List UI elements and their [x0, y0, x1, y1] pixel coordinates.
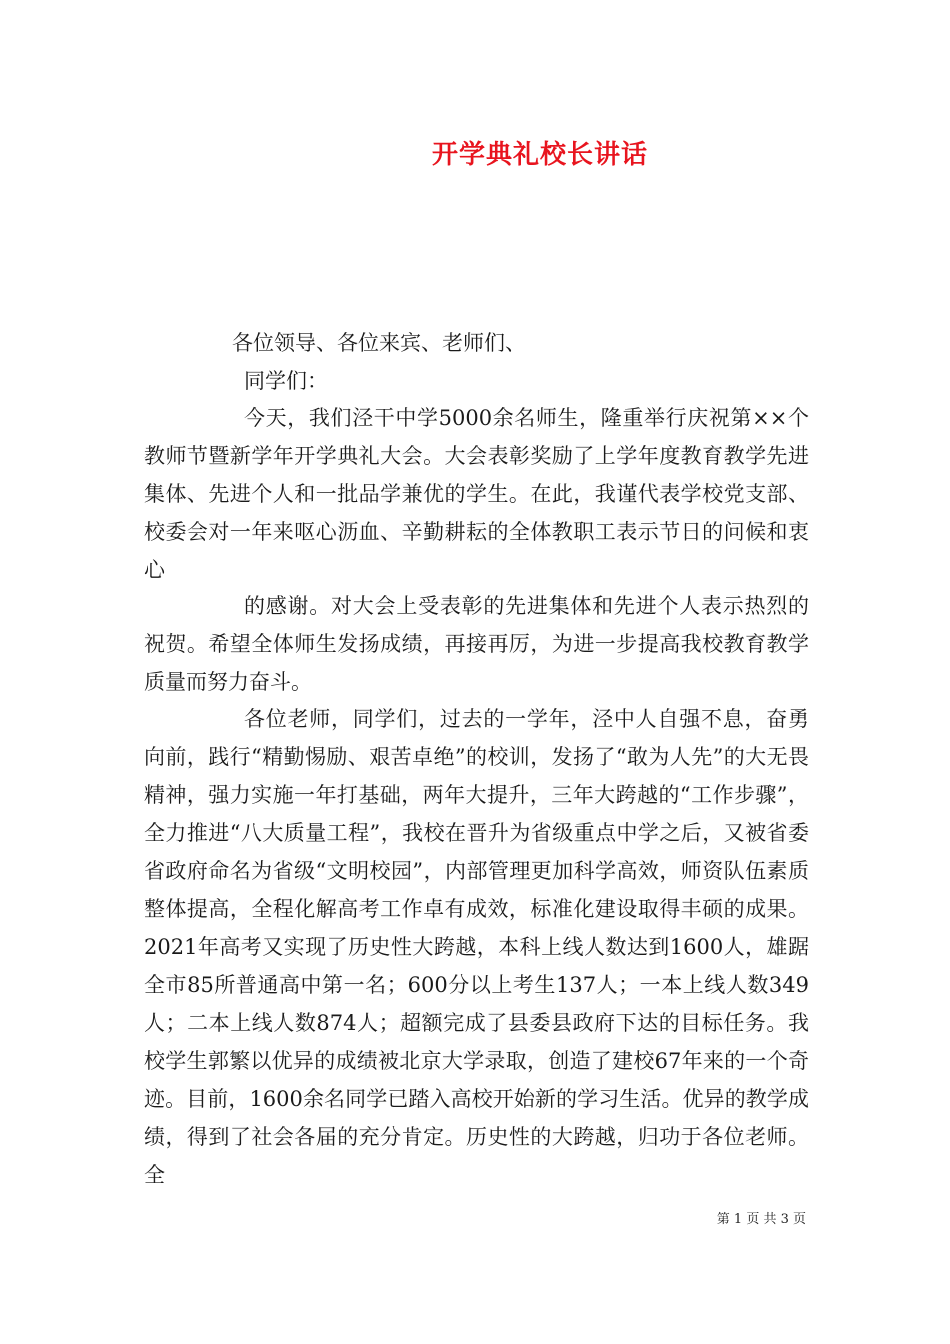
- salutation-line-2: 同学们：: [244, 369, 328, 393]
- page-number: 第 1 页 共 3 页: [716, 1212, 806, 1227]
- paragraph-3: 各位老师，同学们，过去的一学年，泾中人自强不息，奋勇向前，践行“精勤惕励、艰苦卓绝”的校训，发扬了“敢为人先”的大无畏精神，强力实施一年打基础，两年大提升，三年大跨越的“工作步骤”，全力推进“八大质量工程”，我校在晋升为省级重点中学之后，又被省委省政府命名为省级“文明校园”，内部管理更加科学高效，师资队伍素质整体提高，全程化解高考工作卓有成效，标准化建设取得丰硕的成果。2021年高考又实现了历史性大跨越，本科上线人数达到1600人，雄踞全市85所普通高中第一名；600分以上考生137人；一本上线人数349人；二本上线人数874人；超额完成了县委县政府下达的目标任务。我校学生郭繁以优异的成绩被北京大学录取，创造了建校67年来的一个奇迹。目前，1600余名同学已踏入高校开始新的学习生活。优异的教学成绩，得到了社会各届的充分肯定。历史性的大跨越，归功于各位老师。全: [144, 707, 809, 1187]
- document-title: 开学典礼校长讲话: [431, 140, 648, 170]
- paragraph-2: 的感谢。对大会上受表彰的先进集体和先进个人表示热烈的祝贺。希望全体师生发扬成绩，再接再厉，为进一步提高我校教育教学质量而努力奋斗。: [144, 594, 809, 694]
- salutation-line-1: 各位领导、各位来宾、老师们、: [232, 331, 526, 355]
- paragraph-1: 今天，我们泾干中学5000余名师生，隆重举行庆祝第××个教师节暨新学年开学典礼大会。大会表彰奖励了上学年度教育教学先进集体、先进个人和一批品学兼优的学生。在此，我谨代表学校党支部、校委会对一年来呕心沥血、辛勤耕耘的全体教职工表示节日的问候和衷心: [144, 406, 809, 582]
